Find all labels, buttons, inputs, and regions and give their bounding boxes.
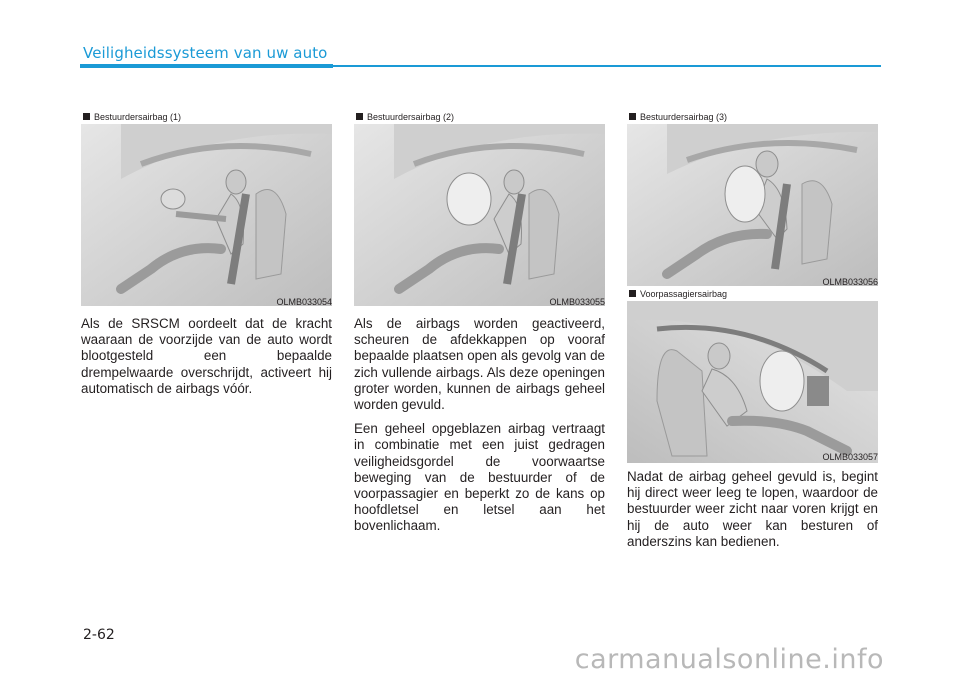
figure-caption-3: Bestuurdersairbag (3) bbox=[629, 112, 727, 122]
section-title: Veiligheidssysteem van uw auto bbox=[83, 44, 328, 62]
bullet-square-icon bbox=[629, 113, 636, 120]
driver-airbag-illustration bbox=[81, 124, 332, 306]
watermark: carmanualsonline.info bbox=[574, 644, 884, 675]
paragraph: Nadat de airbag geheel gevuld is, begint hij direct weer leeg te lopen, waardoor de bestuurder weer zicht naar voren krijgt en hij de auto weer kan besturen of anderszins kan bedienen. bbox=[627, 469, 878, 549]
figure-caption-1: Bestuurdersairbag (1) bbox=[83, 112, 181, 122]
figure-caption-4: Voorpassagiersairbag bbox=[629, 289, 727, 299]
header-rule-accent bbox=[80, 64, 333, 68]
figure-driver-airbag-3 bbox=[627, 124, 878, 286]
figure-passenger-airbag bbox=[627, 301, 878, 463]
header-rule bbox=[333, 65, 881, 67]
driver-airbag-illustration bbox=[627, 124, 878, 286]
figure-driver-airbag-1 bbox=[81, 124, 332, 306]
text-column-2 bbox=[354, 316, 605, 543]
bullet-square-icon bbox=[629, 290, 636, 297]
figure-code-2: OLMB033055 bbox=[549, 297, 605, 307]
bullet-square-icon bbox=[356, 113, 363, 120]
paragraph: Als de airbags worden geactiveerd, scheuren de afdekkappen op vooraf bepaalde plaatsen open als gevolg van de zich vullende airbags. Als deze openingen groter worden, kunnen de airbags geheel worden gevuld. bbox=[354, 316, 605, 413]
figure-code-4: OLMB033057 bbox=[822, 452, 878, 462]
figure-caption-2: Bestuurdersairbag (2) bbox=[356, 112, 454, 122]
bullet-square-icon bbox=[83, 113, 90, 120]
text-column-3 bbox=[627, 469, 878, 558]
text-column-1 bbox=[81, 316, 332, 405]
driver-airbag-illustration bbox=[354, 124, 605, 306]
page-number: 2-62 bbox=[83, 627, 115, 643]
passenger-airbag-illustration bbox=[627, 301, 878, 463]
paragraph: Een geheel opgeblazen airbag vertraagt in combinatie met een juist gedragen veiligheidsgordel de voorwaartse beweging van de bestuurder of de voorpassagier en beperkt zo de kans op hoofdletsel en letsel aan het bovenlichaam. bbox=[354, 421, 605, 534]
paragraph: Als de SRSCM oordeelt dat de kracht waaraan de voorzijde van de auto wordt blootgesteld een bepaalde drempelwaarde overschrijdt, activeert hij automatisch de airbags vóór. bbox=[81, 316, 332, 396]
figure-code-3: OLMB033056 bbox=[822, 277, 878, 287]
figure-driver-airbag-2 bbox=[354, 124, 605, 306]
figure-code-1: OLMB033054 bbox=[276, 297, 332, 307]
